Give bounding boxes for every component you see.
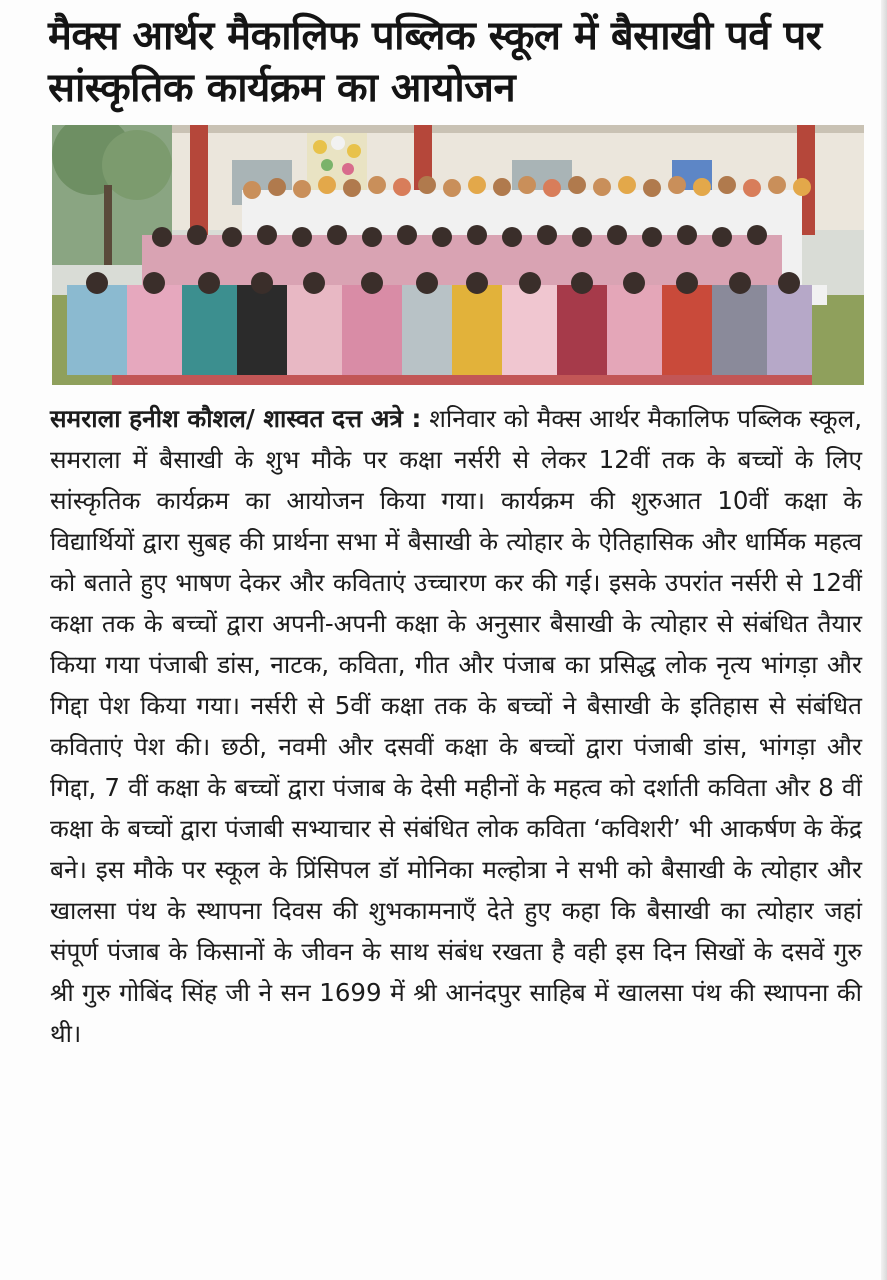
page-edge-shadow — [881, 0, 887, 1280]
headline: मैक्स आर्थर मैकालिफ पब्लिक स्कूल में बैसाखी पर्व पर सांस्कृतिक कार्यक्रम का आयोजन — [48, 13, 822, 111]
article-text: शनिवार को मैक्स आर्थर मैकालिफ पब्लिक स्कूल, समराला में बैसाखी के शुभ मौके पर कक्षा नर्सरी से लेकर 12वीं तक के बच्चों के लिए सांस्कृतिक कार्यक्रम का आयोजन किया गया। कार्यक्रम की शुरुआत 10वीं कक्षा के विद्यार्थियों द्वारा सुबह की प्रार्थना सभा में बैसाखी के त्योहार के ऐतिहासिक और धार्मिक महत्व को बताते हुए भाषण देकर और कविताएं उच्चारण कर की गई। इसके उपरांत नर्सरी से 12वीं कक्षा तक के बच्चों द्वारा अपनी-अपनी कक्षा के अनुसार बैसाखी के त्योहार से संबंधित तैयार किया गया पंजाबी डांस, नाटक, कविता, गीत और पंजाब का प्रसिद्ध लोक नृत्य भांगड़ा और गिद्दा पेश किया गया। नर्सरी से 5वीं कक्षा तक के बच्चों ने बैसाखी के इतिहास से संबंधित कविताएं पेश की। छठी, नवमी और दसवीं कक्षा के बच्चों द्वारा पंजाबी डांस, भांगड़ा और गिद्दा, 7 वीं कक्षा के बच्चों द्वारा पंजाब के देसी महीनों के महत्व को दर्शाती कविता और 8 वीं कक्षा के बच्चों द्वारा पंजाबी सभ्याचार से संबंधित लोक कविता ‘कविशरी’ भी आकर्षण के केंद्र बने। इस मौके पर स्कूल के प्रिंसिपल डॉ मोनिका मल्होत्रा ने सभी को बैसाखी के त्योहार और खालसा पंथ के स्थापना दिवस की शुभकामनाएँ देते हुए कहा कि बैसाखी का त्योहार जहां संपूर्ण पंजाब के किसानों के जीवन के साथ संबंध रखता है वही इस दिन सिखों के दसवें गुरु श्री गुरु गोबिंद सिंह जी ने सन 1699 में श्री आनंदपुर साहिब में खालसा पंथ की स्थापना की थी। — [50, 404, 862, 1048]
news-photo — [52, 125, 864, 385]
article-body — [50, 398, 862, 1054]
byline: समराला हनीश कौशल/ शास्वत दत्त अत्रे : — [50, 404, 422, 433]
building-pillar — [190, 125, 208, 235]
front-row-students — [67, 272, 812, 375]
group-photo-illustration — [52, 125, 864, 385]
